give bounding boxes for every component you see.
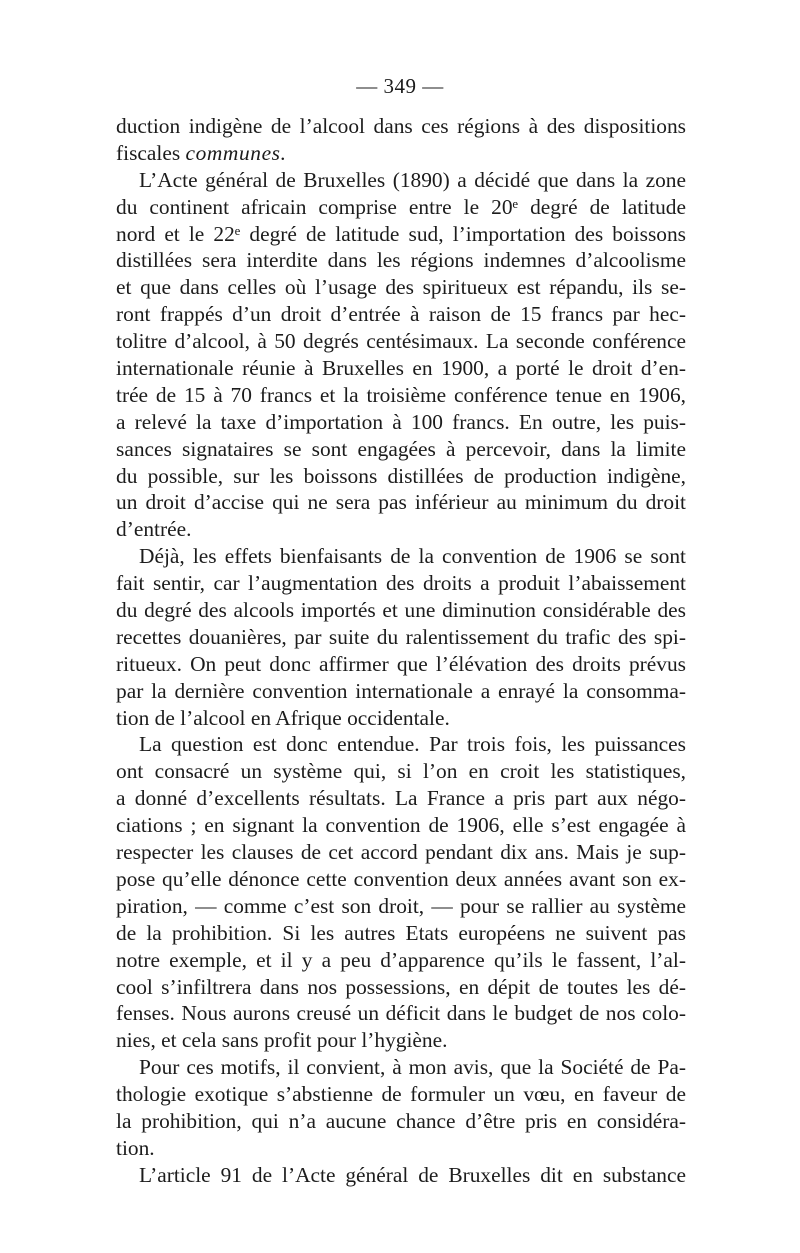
text-line: d’entrée. <box>116 517 192 542</box>
text-line: Pour ces motifs, il convient, à mon avis, que la Société de Pa- <box>139 1055 686 1080</box>
text-line: fait sentir, car l’augmentation des droits a produit l’abaissement <box>116 571 686 596</box>
text-line: nies, et cela sans profit pour l’hygiène. <box>116 1028 448 1053</box>
text-line <box>116 140 686 167</box>
text-line: sances signataires se sont engagées à percevoir, dans la limite <box>116 436 686 461</box>
italic-word: communes. <box>185 140 287 165</box>
text-line: cool s’infiltrera dans nos possessions, en dépit de toutes les dé- <box>116 974 686 999</box>
paragraph-4 <box>116 731 686 1054</box>
text-line: fenses. Nous aurons creusé un déficit dans le budget de nos colo- <box>116 1001 686 1026</box>
text-line: respecter les clauses de cet accord pendant dix ans. Mais je sup- <box>116 840 686 865</box>
text-line: ciations ; en signant la convention de 1906, elle s’est engagée à <box>116 813 686 838</box>
text-line: L’Acte général de Bruxelles (1890) a décidé que dans la zone <box>139 167 686 192</box>
text-line: La question est donc entendue. Par trois fois, les puissances <box>139 732 686 757</box>
text-line: un droit d’accise qui ne sera pas inférieur au minimum du droit <box>116 490 686 515</box>
text-line: pose qu’elle dénonce cette convention deux années avant son ex- <box>116 866 686 891</box>
paragraph-3 <box>116 543 686 731</box>
paragraph-1 <box>116 113 686 167</box>
text-line: notre exemple, et il y a peu d’apparence qu’ils le fassent, l’al- <box>116 947 686 972</box>
text-line: internationale réunie à Bruxelles en 1900, a porté le droit d’en- <box>116 356 686 381</box>
text-line: thologie exotique s’abstienne de formuler un vœu, en faveur de <box>116 1082 686 1107</box>
text-line-with-italic: fiscales communes. <box>116 140 287 165</box>
text-line: tion de l’alcool en Afrique occidentale. <box>116 705 450 730</box>
text-line: duction indigène de l’alcool dans ces régions à des dispositions <box>116 114 686 138</box>
page-number: — 349 — <box>356 74 444 98</box>
text-line: distillées sera interdite dans les régions indemnes d’alcoolisme <box>116 248 686 273</box>
text-line: du continent africain comprise entre le 20ᵉ degré de latitude <box>116 194 686 219</box>
body-text <box>116 113 686 1189</box>
text-line: tion. <box>116 1135 155 1160</box>
text-line: tolitre d’alcool, à 50 degrés centésimaux. La seconde conférence <box>116 329 686 354</box>
text-line: a donné d’excellents résultats. La France a pris part aux négo- <box>116 786 686 811</box>
text-line: recettes douanières, par suite du ralentissement du trafic des spi- <box>116 624 686 649</box>
paragraph-2 <box>116 167 686 543</box>
text-line: trée de 15 à 70 francs et la troisième conférence tenue en 1906, <box>116 382 686 407</box>
text-line: L’article 91 de l’Acte général de Bruxelles dit en substance <box>139 1162 686 1187</box>
text-line: nord et le 22ᵉ degré de latitude sud, l’importation des boissons <box>116 221 686 246</box>
paragraph-5 <box>116 1054 686 1162</box>
text-line: par la dernière convention internationale a enrayé la consomma- <box>116 678 686 703</box>
text-line: piration, — comme c’est son droit, — pour se rallier au système <box>116 893 686 918</box>
text-line: et que dans celles où l’usage des spiritueux est répandu, ils se- <box>116 275 686 300</box>
text-line: du degré des alcools importés et une diminution considérable des <box>116 598 686 623</box>
text-line: Déjà, les effets bienfaisants de la convention de 1906 se sont <box>139 544 686 569</box>
text-line: a relevé la taxe d’importation à 100 francs. En outre, les puis- <box>116 409 686 434</box>
text-line: ritueux. On peut donc affirmer que l’élévation des droits prévus <box>116 651 686 676</box>
text-line: ront frappés d’un droit d’entrée à raison de 15 francs par hec- <box>116 302 686 327</box>
text-line: la prohibition, qui n’a aucune chance d’être pris en considéra- <box>116 1108 686 1133</box>
paragraph-6 <box>116 1162 686 1189</box>
text-line: ont consacré un système qui, si l’on en croit les statistiques, <box>116 759 686 784</box>
text-line: du possible, sur les boissons distillées de production indigène, <box>116 463 686 488</box>
text-line: de la prohibition. Si les autres Etats européens ne suivent pas <box>116 920 686 945</box>
